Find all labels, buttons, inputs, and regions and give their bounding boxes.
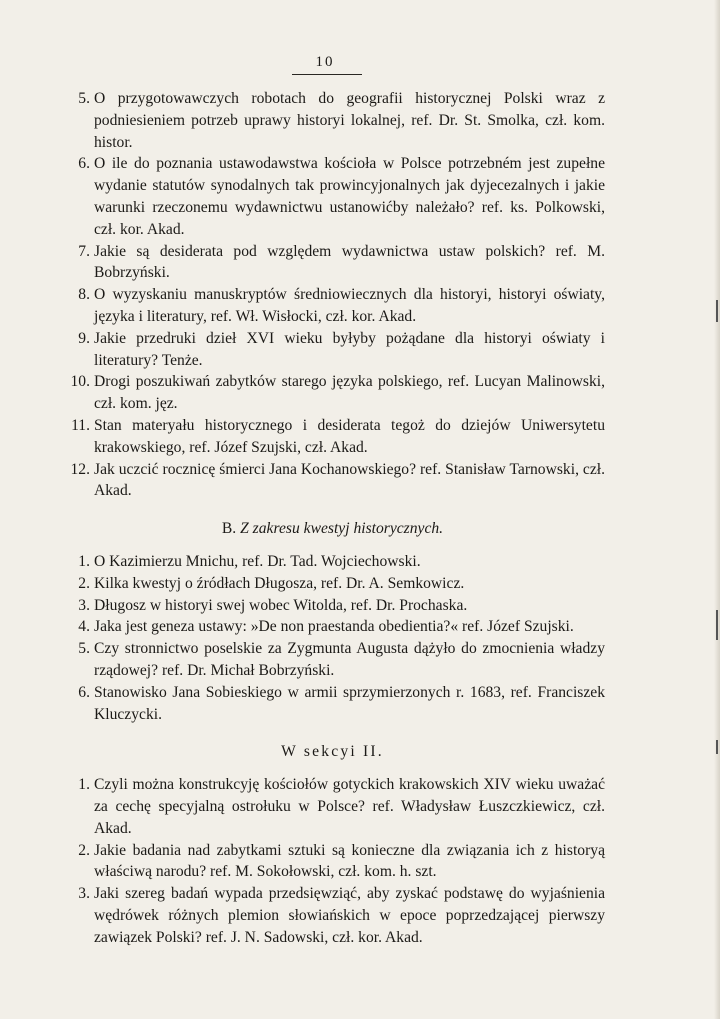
list-item [60, 153, 605, 240]
list-item [60, 883, 605, 948]
scan-edge-mark [716, 740, 718, 754]
item-number: 1. [78, 552, 90, 570]
item-number: 6. [78, 683, 90, 701]
list-item [60, 415, 605, 459]
topic-list-ii [60, 774, 605, 948]
item-text: O przygotowawczych robotach do geografii historycznej Polski wraz z podniesieniem potrzeb uprawy historyi lokalnej, ref. Dr. St. Smolka, czł. kom. histor. [94, 90, 605, 151]
scan-edge-mark [716, 300, 718, 322]
item-text: Jaki szereg badań wypada przedsięwziąć, aby zyskać podstawę do wyjaśnienia wędrówek różnych plemion słowiańskich w epoce poprzedzającej pierwszy zawiązek Polski? ref. J. N. Sadowski, czł. kor. Akad. [94, 885, 605, 946]
item-number: 3. [78, 596, 90, 614]
item-text: Jaka jest geneza ustawy: »De non praestanda obedientia?« ref. Józef Szujski. [94, 618, 574, 636]
section-ii-heading: W sekcyi II. [281, 743, 384, 761]
item-number: 11. [71, 416, 90, 434]
item-number: 3. [78, 885, 90, 903]
section-b-heading [60, 518, 605, 540]
item-text: O wyzyskaniu manuskryptów średniowiecznych dla historyi, historyi oświaty, języka i literatury, ref. Wł. Wisłocki, czł. kor. Akad. [94, 286, 605, 325]
page-number-rule [292, 74, 362, 75]
section-b-title: Z zakresu kwestyj historycznych. [240, 520, 444, 538]
item-text: Stanowisko Jana Sobieskiego w armii sprzymierzonych r. 1683, ref. Franciszek Kluczycki. [94, 683, 605, 723]
item-text: Długosz w historyi swej wobec Witolda, ref. Dr. Prochaska. [94, 596, 468, 614]
item-number: 12. [70, 460, 90, 478]
list-item [60, 573, 605, 595]
item-text: O ile do poznania ustawodawstwa kościoła w Polsce potrzebném jest zupełne wydanie statutów synodalnych tak prowincyjonalnych jak dyjecezalnych i jakie warunki rzeczonemu wydawnictwu ustanowićby należało? ref. ks. Polkowski, czł. kor. Akad. [94, 155, 605, 238]
item-number: 7. [78, 242, 90, 260]
page-number: 10 [315, 54, 335, 70]
item-text: O Kazimierzu Mnichu, ref. Dr. Tad. Wojciechowski. [94, 552, 421, 570]
list-item [60, 840, 605, 884]
list-item [60, 638, 605, 682]
page-content [60, 88, 605, 948]
item-number: 8. [78, 286, 90, 304]
item-number: 9. [78, 329, 90, 347]
item-text: Kilka kwestyj o źródłach Długosza, ref. Dr. A. Semkowicz. [94, 574, 465, 592]
item-number: 2. [78, 574, 90, 592]
item-number: 4. [78, 618, 90, 636]
item-number: 6. [78, 155, 90, 173]
list-item [60, 241, 605, 285]
scan-edge-mark [716, 610, 718, 640]
item-text: Jakie są desiderata pod względem wydawnictwa ustaw polskich? ref. M. Bobrzyński. [94, 242, 605, 282]
item-text: Czy stronnictwo poselskie za Zygmunta Augusta dążyło do zmocnienia władzy rządowej? ref. Dr. Michał Bobrzyński. [94, 640, 605, 679]
list-item [60, 328, 605, 372]
list-item [60, 551, 605, 573]
list-item [60, 595, 605, 617]
item-text: Jak uczcić rocznicę śmierci Jana Kochanowskiego? ref. Stanisław Tarnowski, czł. Akad. [94, 460, 605, 500]
item-text: Drogi poszukiwań zabytków starego języka polskiego, ref. Lucyan Malinowski, czł. kom. jęz. [94, 373, 605, 413]
list-item [60, 682, 605, 726]
topic-list-b [60, 551, 605, 725]
item-text: Jakie przedruki dzieł XVI wieku byłyby pożądane dla historyi oświaty i literatury? Tenże. [94, 329, 605, 369]
item-number: 2. [78, 841, 90, 859]
item-number: 10. [70, 373, 90, 391]
item-text: Stan materyału historycznego i desiderata tegoż do dziejów Uniwersytetu krakowskiego, ref. Józef Szujski, czł. Akad. [94, 416, 605, 456]
list-item [60, 616, 605, 638]
item-number: 5. [78, 90, 90, 107]
page-edge-shadow [714, 0, 720, 1019]
item-number: 1. [78, 776, 90, 794]
section-b-prefix: B. [221, 520, 237, 538]
list-item [60, 459, 605, 503]
list-item [60, 88, 605, 153]
list-item [60, 774, 605, 839]
item-text: Jakie badania nad zabytkami sztuki są konieczne dla związania ich z historyą właściwą narodu? ref. M. Sokołowski, czł. kom. h. szt. [94, 841, 605, 881]
list-item [60, 284, 605, 328]
item-text: Czyli można konstrukcyję kościołów gotyckich krakowskich XIV wieku uważać za cechę specyjalną ostrołuku w Polsce? ref. Władysław Łuszczkiewicz, czł. Akad. [94, 776, 605, 837]
topic-list-a [60, 88, 605, 502]
item-number: 5. [78, 640, 90, 658]
list-item [60, 371, 605, 415]
